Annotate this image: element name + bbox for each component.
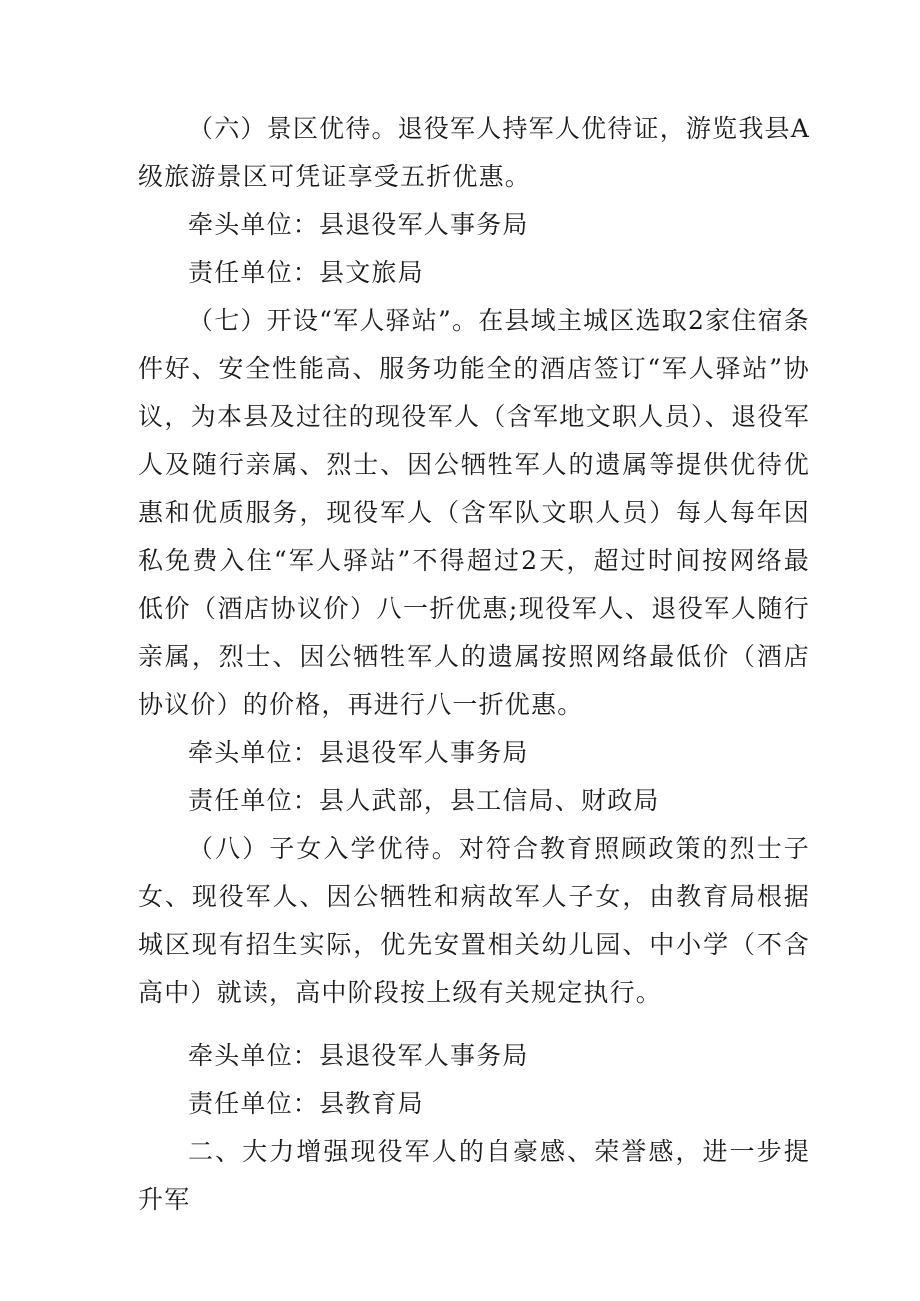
paragraph-responsible-unit: 责任单位：县人武部，县工信局、财政局 xyxy=(188,786,660,815)
paragraph-military-station: （七）开设“军人驿站”。在县域主城区选取2家住宿条件好、安全性能高、服务功能全的酒店签订“军人驿站”协议，为本县及过往的现役军人（含军地文职人员）、退役军人及随行亲属、烈士、因公牺牲军人的遗属等提供优待优惠和优质服务，现役军人（含军队文职人员）每人每年因私免费入住“军人驿站”不得超过2天，超过时间按网络最低价（酒店协议价）八一折优惠;现役军人、退役军人随行亲属，烈士、因公牺牲军人的遗属按照网络最低价（酒店协议价）的价格，再进行八一折优惠。 xyxy=(138,306,810,719)
paragraph-scenic-discount: （六）景区优待。退役军人持军人优待证，游览我县A级旅游景区可凭证享受五折优惠。 xyxy=(138,114,810,191)
document-body-lower xyxy=(138,1032,810,1224)
paragraph-lead-unit: 牵头单位：县退役军人事务局 xyxy=(188,210,529,239)
paragraph-school-enrollment: （八）子女入学优待。对符合教育照顾政策的烈士子女、现役军人、因公牺牲和病故军人子女，由教育局根据城区现有招生实际，优先安置相关幼儿园、中小学（不含高中）就读，高中阶段按上级有关规定执行。 xyxy=(138,834,810,1007)
paragraph-lead-unit: 牵头单位：县退役军人事务局 xyxy=(188,738,529,767)
paragraph-section-heading: 二、大力增强现役军人的自豪感、荣誉感，进一步提升军 xyxy=(138,1137,810,1214)
paragraph-responsible-unit: 责任单位：县教育局 xyxy=(188,1089,424,1118)
document-body-upper xyxy=(138,105,810,1017)
paragraph-responsible-unit: 责任单位：县文旅局 xyxy=(188,258,424,287)
paragraph-lead-unit: 牵头单位：县退役军人事务局 xyxy=(188,1041,529,1070)
